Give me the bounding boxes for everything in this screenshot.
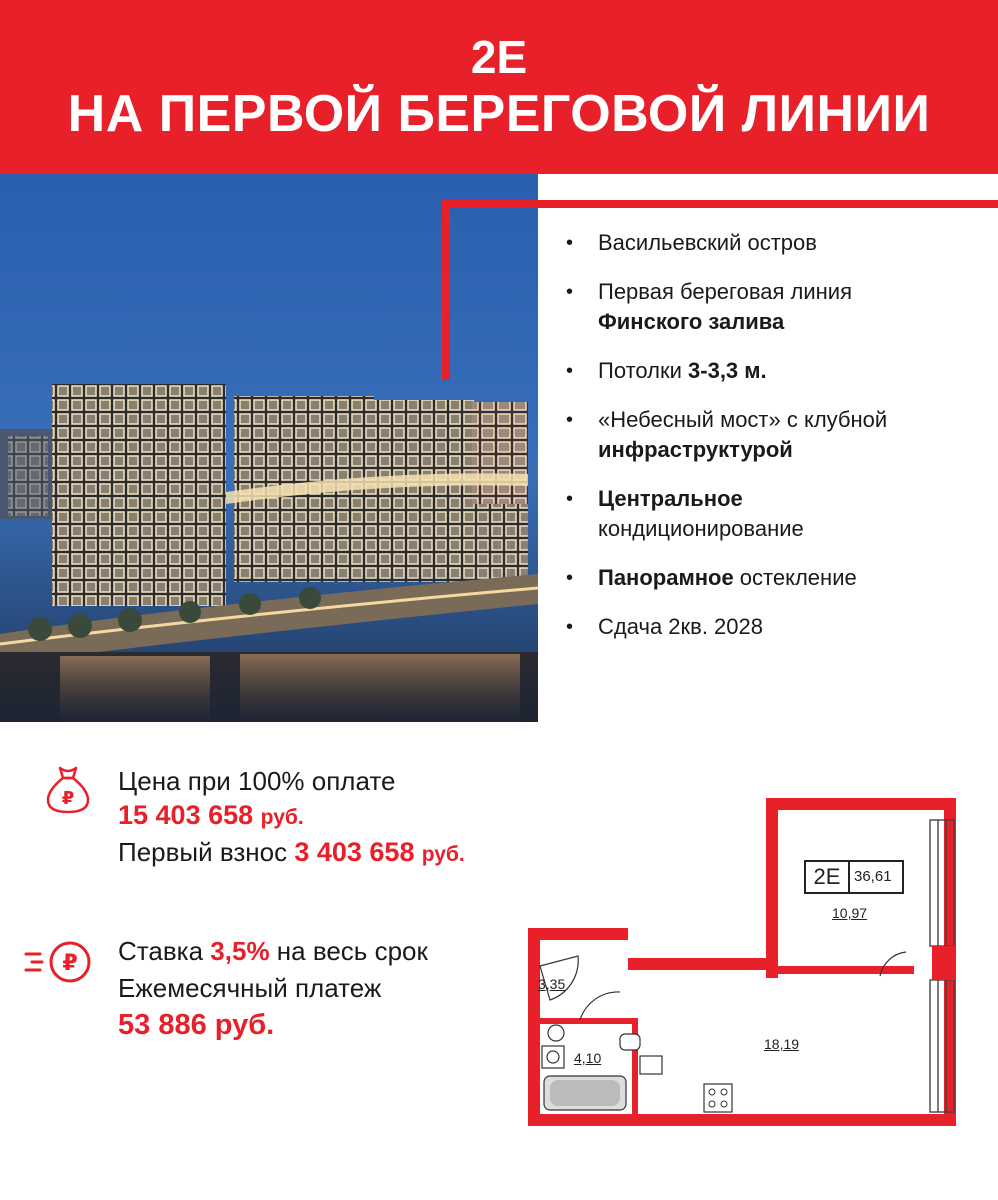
price-block [118, 764, 578, 872]
down-payment: Первый взнос 3 403 658 руб. [118, 837, 465, 867]
header-title: НА ПЕРВОЙ БЕРЕГОВОЙ ЛИНИИ [67, 85, 931, 143]
feature-item: • Сдача 2кв. 2028 [566, 612, 986, 642]
rate-line: Ставка 3,5% на весь срок [118, 936, 428, 966]
price-label: Цена при 100% оплате [118, 766, 396, 796]
bullet-icon: • [566, 232, 574, 254]
price-full: 15 403 658 руб. [118, 800, 304, 830]
header-title-code: 2Е [470, 31, 528, 83]
svg-text:₽: ₽ [62, 951, 78, 976]
monthly-label: Ежемесячный платеж [118, 973, 382, 1003]
bullet-icon: • [566, 281, 574, 303]
bullet-icon: • [566, 567, 574, 589]
feature-item: • Панорамное остекление [566, 563, 986, 593]
svg-text:₽: ₽ [61, 788, 75, 809]
hall-area-label: 3,35 [538, 976, 566, 992]
mortgage-block [118, 933, 538, 1044]
feature-item: • Васильевский остров [566, 228, 986, 258]
ruble-speed-icon [24, 938, 94, 991]
header-banner [0, 0, 998, 174]
bullet-icon: • [566, 409, 574, 431]
feature-item: • Центральное кондиционирование [566, 486, 804, 541]
bullet-icon: • [566, 488, 574, 510]
living-area-label: 18,19 [764, 1036, 800, 1052]
feature-item: • «Небесный мост» с клубной инфраструктурой [566, 407, 888, 462]
monthly-value: 53 886 руб. [118, 1009, 275, 1041]
money-bag-ruble-icon [44, 764, 92, 821]
floor-plan [520, 790, 990, 1130]
bath-area-label: 4,10 [574, 1050, 602, 1066]
feature-item: • Первая береговая линия Финского залива [566, 279, 852, 334]
bullet-icon: • [566, 616, 574, 638]
bullet-icon: • [566, 360, 574, 382]
plan-type-badge: 2Е 36,61 [804, 860, 904, 894]
room-area-label: 10,97 [832, 905, 868, 921]
feature-item: • Потолки 3-3,3 м. [566, 356, 986, 386]
features-list [566, 228, 986, 661]
